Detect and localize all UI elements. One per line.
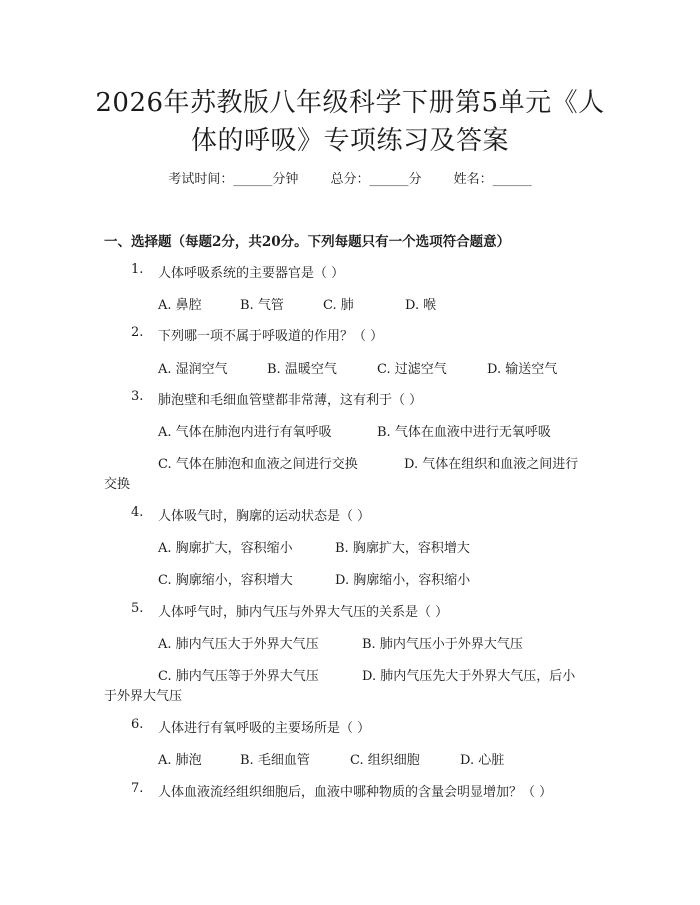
option-b: B. 肺内气压小于外界大气压 xyxy=(362,637,523,652)
option-b: B. 胸廓扩大，容积增大 xyxy=(335,541,470,556)
option-a: A. 胸廓扩大，容积缩小 xyxy=(158,541,293,556)
option-b: B. 气体在血液中进行无氧呼吸 xyxy=(377,425,551,440)
option-d: D. 肺内气压先大于外界大气压，后小 xyxy=(362,669,576,684)
option-b: B. 气管 xyxy=(240,298,284,313)
option-d: D. 喉 xyxy=(405,298,437,313)
question-number: 3. xyxy=(131,389,144,404)
question-stem: 人体血液流经组织细胞后，血液中哪种物质的含量会明显增加？（ ） xyxy=(158,785,553,800)
student-name: 姓名：______ xyxy=(453,172,532,187)
question-stem: 人体呼气时，肺内气压与外界大气压的关系是（ ） xyxy=(158,605,449,620)
option-d: D. 输送空气 xyxy=(487,362,558,377)
document-title xyxy=(90,84,610,160)
option-c: C. 肺 xyxy=(323,298,354,313)
option-b: B. 毛细血管 xyxy=(240,753,310,768)
exam-meta xyxy=(0,168,700,187)
option-c: C. 过滤空气 xyxy=(377,362,447,377)
option-wrap-text: 交换 xyxy=(104,477,131,492)
option-d: D. 气体在组织和血液之间进行 xyxy=(404,457,579,472)
question-stem: 人体进行有氧呼吸的主要场所是（ ） xyxy=(158,721,371,736)
question-number: 1. xyxy=(131,262,144,277)
exam-score: 总分：______分 xyxy=(330,172,422,187)
question-stem: 肺泡壁和毛细血管壁都非常薄，这有利于（ ） xyxy=(158,393,423,408)
option-wrap-text: 于外界大气压 xyxy=(104,689,183,704)
option-c: C. 胸廓缩小，容积增大 xyxy=(158,573,293,588)
exam-time: 考试时间：______分钟 xyxy=(168,172,299,187)
option-a: A. 气体在肺泡内进行有氧呼吸 xyxy=(158,425,332,440)
question-number: 7. xyxy=(131,781,144,796)
question-number: 5. xyxy=(131,601,144,616)
question-number: 6. xyxy=(131,717,144,732)
option-a: A. 鼻腔 xyxy=(158,298,202,313)
option-a: A. 肺泡 xyxy=(158,753,202,768)
question-stem: 人体吸气时，胸廓的运动状态是（ ） xyxy=(158,509,371,524)
option-c: C. 气体在肺泡和血液之间进行交换 xyxy=(158,457,358,472)
question-number: 4. xyxy=(131,505,144,520)
question-stem: 人体呼吸系统的主要器官是（ ） xyxy=(158,266,345,281)
option-a: A. 湿润空气 xyxy=(158,362,228,377)
section-heading: 一、选择题（每题2分，共20分。下列每题只有一个选项符合题意） xyxy=(104,234,511,250)
title-line-1: 2026年苏教版八年级科学下册第5单元《人 xyxy=(95,88,605,118)
question-number: 2. xyxy=(131,325,144,340)
option-c: C. 组织细胞 xyxy=(350,753,420,768)
option-c: C. 肺内气压等于外界大气压 xyxy=(158,669,319,684)
option-b: B. 温暖空气 xyxy=(267,362,337,377)
option-a: A. 肺内气压大于外界大气压 xyxy=(158,637,319,652)
title-line-2: 体的呼吸》专项练习及答案 xyxy=(190,126,509,156)
option-d: D. 胸廓缩小，容积缩小 xyxy=(335,573,471,588)
option-d: D. 心脏 xyxy=(460,753,505,768)
question-stem: 下列哪一项不属于呼吸道的作用？（ ） xyxy=(158,329,384,344)
